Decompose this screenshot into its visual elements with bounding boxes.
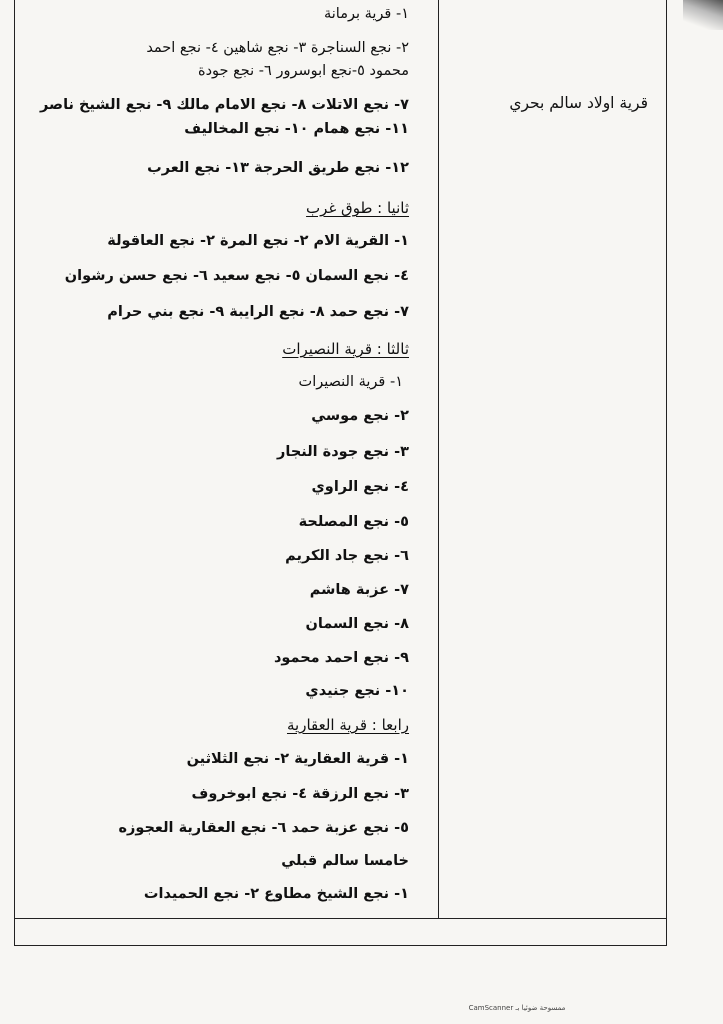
list-line: ١٢- نجع طريق الحرجة ١٣- نجع العرب	[147, 160, 409, 176]
list-line: ٥- نجع عزبة حمد ٦- نجع العقارية العجوزه	[118, 820, 409, 836]
section-heading: ثالثا : قرية النصيرات	[282, 340, 409, 358]
list-line: ١١- نجع همام ١٠- نجع المخاليف	[184, 121, 409, 137]
list-line: ٧- عزبة هاشم	[309, 582, 409, 598]
list-line: ١- قرية النصيرات	[298, 374, 403, 390]
list-line: محمود ٥-نجع ابوسرور ٦- نجع جودة	[197, 63, 409, 79]
list-line: ٣- نجع الرزقة ٤- نجع ابوخروف	[191, 786, 409, 802]
list-line: ١- القرية الام ٢- نجع المرة ٢- نجع العاقولة	[107, 233, 409, 249]
list-line: ١- قرية العقارية ٢- نجع الثلاثين	[186, 751, 409, 767]
list-line: ٣- نجع جودة النجار	[277, 444, 409, 460]
section-heading: ثانيا : طوق غرب	[306, 199, 409, 217]
list-line: ٢- نجع موسي	[311, 408, 409, 424]
list-line: ٧- نجع حمد ٨- نجع الرايبة ٩- نجع بني حرام	[107, 304, 409, 320]
list-line: ١٠- نجع جنيدي	[305, 683, 409, 699]
page-corner-shadow	[683, 0, 723, 30]
list-line: ٢- نجع السناجرة ٣- نجع شاهين ٤- نجع احمد	[146, 40, 409, 56]
list-line: ٦- نجع جاد الكريم	[285, 548, 409, 564]
village-label: قرية اولاد سالم بحري	[509, 94, 648, 112]
column-divider	[438, 0, 439, 918]
list-line: ٧- نجع الاتلات ٨- نجع الامام مالك ٩- نجع الشيخ ناصر	[40, 97, 409, 113]
list-line: ١- نجع الشيخ مطاوع ٢- نجع الحميدات	[143, 886, 409, 902]
table-bottom-rule	[15, 918, 666, 919]
section-heading: رابعا : قرية العقارية	[286, 716, 409, 734]
section-heading: خامسا سالم قبلي	[281, 853, 409, 869]
scanner-watermark: ممسوحة ضوئيا بـ CamScanner	[468, 1004, 566, 1012]
table-frame	[14, 0, 667, 946]
list-line: ٤- نجع السمان ٥- نجع سعيد ٦- نجع حسن رشوان	[64, 268, 409, 284]
list-line: ٨- نجع السمان	[305, 616, 409, 632]
list-line: ١- قرية برمانة	[323, 6, 409, 22]
list-line: ٤- نجع الراوي	[311, 479, 409, 495]
list-line: ٩- نجع احمد محمود	[273, 650, 409, 666]
list-line: ٥- نجع المصلحة	[298, 514, 409, 530]
